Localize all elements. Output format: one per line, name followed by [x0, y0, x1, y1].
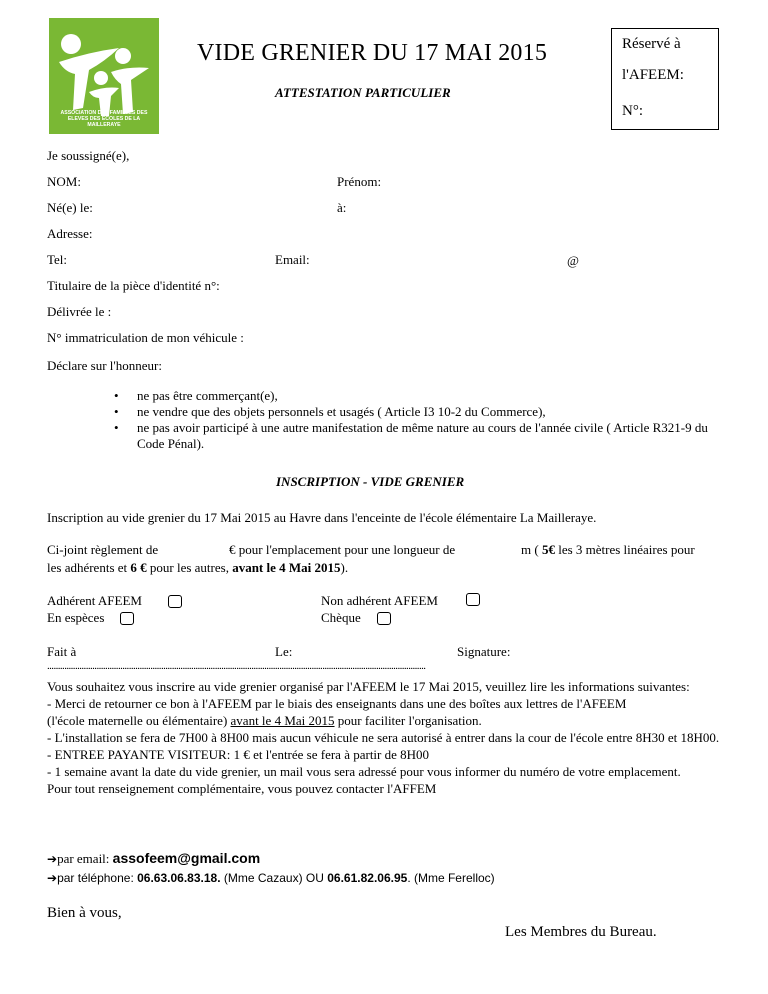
page-subtitle: ATTESTATION PARTICULIER	[275, 85, 451, 100]
declaration-heading: Déclare sur l'honneur:	[47, 358, 162, 373]
payment-text-3: pour les autres,	[146, 560, 233, 575]
non-adherent-label: Non adhérent AFEEM	[321, 593, 438, 608]
declaration-item: • ne pas avoir participé à une autre manifestation de même nature au cours de l'année civile ( Article R321-9 du Code Pénal).	[114, 420, 724, 452]
info-return-2	[47, 712, 737, 729]
contact-phone	[47, 871, 495, 885]
payment-text-2: les adhérents et	[47, 560, 131, 575]
info-return: - Merci de retourner ce bon à l'AFEEM par le biais des enseignants dans une des boîtes aux lettres de l'AFEEM	[47, 696, 627, 711]
payment-text: € pour l'emplacement pour une longueur de	[229, 542, 456, 557]
closing-signoff: Les Membres du Bureau.	[505, 924, 657, 940]
arrow-right-icon: ➔	[47, 871, 58, 885]
info-contact: Pour tout renseignement complémentaire, vous pouvez contacter l'AFFEM	[47, 781, 437, 796]
info-email-notice: - 1 semaine avant la date du vide grenier, un mail vous sera adressé pour vous informer du numéro de votre emplacement.	[47, 764, 681, 779]
info-intro: Vous souhaitez vous inscrire au vide grenier organisé par l'AFEEM le 17 Mai 2015, veuillez lire les informations suivantes:	[47, 679, 690, 694]
email-label: par email:	[57, 851, 113, 866]
intro-text: Je soussigné(e),	[47, 148, 130, 163]
nom-field[interactable]: NOM:	[47, 174, 81, 189]
email-link[interactable]: assofeem@gmail.com	[112, 850, 261, 866]
payment-label: Ci-joint règlement de	[47, 542, 159, 557]
info-block	[47, 678, 737, 797]
reserved-line3: N°:	[622, 103, 643, 119]
vehicle-plate-field[interactable]: N° immatriculation de mon véhicule :	[47, 330, 244, 345]
afeem-logo	[49, 18, 159, 134]
address-field[interactable]: Adresse:	[47, 226, 93, 241]
cheque-label: Chèque	[321, 610, 361, 625]
declaration-item: • ne vendre que des objets personnels et usagés ( Article I3 10-2 du Commerce),	[114, 404, 724, 420]
phone-name-1: (Mme Cazaux) OU	[220, 871, 328, 885]
contact-email	[47, 850, 260, 867]
birthdate-field[interactable]: Né(e) le:	[47, 200, 93, 215]
cheque-checkbox[interactable]	[377, 612, 391, 625]
at-symbol: @	[567, 253, 579, 268]
prenom-field[interactable]: Prénom:	[337, 174, 382, 189]
cut-line: ................................................................................................................................................................................	[47, 660, 426, 672]
place-field[interactable]: Fait à	[47, 644, 77, 659]
reserved-line1: Réservé à	[622, 36, 681, 52]
length-unit: m (	[521, 542, 539, 557]
payment-deadline: avant le 4 Mai 2015	[232, 560, 341, 575]
email-field[interactable]: Email:	[275, 252, 310, 267]
issue-date-field[interactable]: Délivrée le :	[47, 304, 112, 319]
price-other: 6 €	[130, 560, 147, 575]
payment-text-4: ).	[340, 560, 349, 575]
logo-caption: ASSOCIATION DES FAMILLES DES ELEVES DES ECOLES DE LA MAILLERAYE	[60, 110, 148, 128]
info-entry-fee: - ENTREE PAYANTE VISITEUR: 1 € et l'entrée se fera à partir de 8H00	[47, 747, 430, 762]
closing-greeting: Bien à vous,	[47, 905, 122, 921]
id-number-field[interactable]: Titulaire de la pièce d'identité n°:	[47, 278, 220, 293]
section-title: INSCRIPTION - VIDE GRENIER	[276, 474, 465, 489]
declaration-list	[114, 388, 724, 452]
phone-number-2[interactable]: 06.61.82.06.95	[327, 871, 408, 885]
declaration-item: • ne pas être commerçant(e),	[114, 388, 724, 404]
length-unit-text	[521, 542, 695, 558]
page-title: VIDE GRENIER DU 17 MAI 2015	[197, 40, 548, 66]
signature-field[interactable]: Signature:	[457, 644, 511, 659]
info-return-2b: pour faciliter l'organisation.	[334, 713, 482, 728]
price-adherent: 5€	[541, 542, 555, 557]
info-deadline: avant le 4 Mai 2015	[230, 713, 335, 728]
phone-name-2: . (Mme Ferelloc)	[407, 871, 495, 885]
birthplace-field[interactable]: à:	[337, 200, 347, 215]
inscription-text: Inscription au vide grenier du 17 Mai 2015 au Havre dans l'enceinte de l'école élémentaire La Mailleraye.	[47, 510, 597, 525]
cash-checkbox[interactable]	[120, 612, 134, 625]
non-adherent-checkbox[interactable]	[466, 593, 480, 606]
date-field[interactable]: Le:	[275, 644, 293, 659]
adherent-label: Adhérent AFEEM	[47, 593, 142, 608]
tel-field[interactable]: Tel:	[47, 252, 68, 267]
payment-conditions	[47, 560, 348, 576]
adherent-checkbox[interactable]	[168, 595, 182, 608]
arrow-right-icon: ➔	[47, 852, 58, 866]
info-installation: - L'installation se fera de 7H00 à 8H00 mais aucun véhicule ne sera autorisé à entrer dans la cour de l'école entre 8H30 et 18H00.	[47, 730, 720, 745]
reserved-line2: l'AFEEM:	[622, 67, 684, 83]
phone-label: par téléphone:	[57, 871, 138, 885]
price-adherent-text: les 3 mètres linéaires pour	[554, 542, 695, 557]
reserved-box	[611, 28, 719, 130]
info-return-2a: (l'école maternelle ou élémentaire)	[47, 713, 231, 728]
cash-label: En espèces	[47, 610, 105, 625]
phone-number-1[interactable]: 06.63.06.83.18.	[137, 871, 221, 885]
